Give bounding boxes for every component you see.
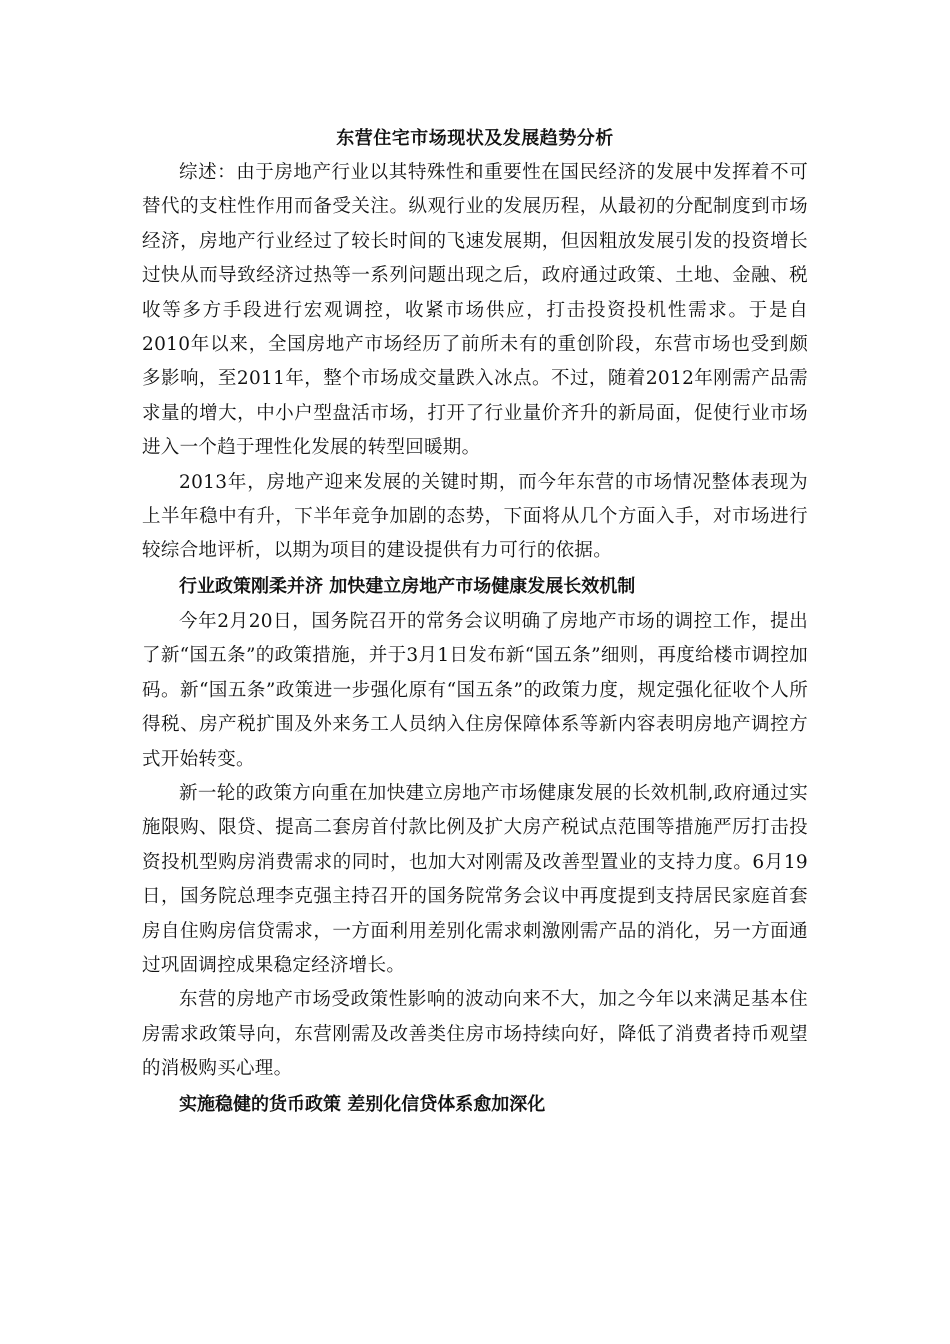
policy-paragraph-1: 今年2月20日，国务院召开的常务会议明确了房地产市场的调控工作，提出了新“国五条”的政策措施，并于3月1日发布新“国五条”细则，再度给楼市调控加码。新“国五条”政策进一步强化原有“国五条”的政策力度，规定强化征收个人所得税、房产税扩围及外来务工人员纳入住房保障体系等新内容表明房地产调控方式开始转变。: [142, 610, 808, 770]
intro-paragraph: 综述：由于房地产行业以其特殊性和重要性在国民经济的发展中发挥着不可替代的支柱性作用而备受关注。纵观行业的发展历程，从最初的分配制度到市场经济，房地产行业经过了较长时间的飞速发展期，但因粗放发展引发的投资增长过快从而导致经济过热等一系列问题出现之后，政府通过政策、土地、金融、税收等多方手段进行宏观调控，收紧市场供应，打击投资投机性需求。于是自2010年以来，全国房地产市场经历了前所未有的重创阶段，东营市场也受到颇多影响，至2011年，整个市场成交量跌入冰点。不过，随着2012年刚需产品需求量的增大，中小户型盘活市场，打开了行业量价齐升的新局面，促使行业市场进入一个趋于理性化发展的转型回暖期。: [142, 162, 808, 459]
section-heading-monetary: 实施稳健的货币政策 差别化信贷体系愈加深化: [179, 1093, 546, 1115]
document-body: [142, 122, 808, 1123]
policy-paragraph-3: 东营的房地产市场受政策性影响的波动向来不大，加之今年以来满足基本住房需求政策导向，东营刚需及改善类住房市场持续向好，降低了消费者持币观望的消极购买心理。: [142, 989, 808, 1080]
section-heading-policy: 行业政策刚柔并济 加快建立房地产市场健康发展长效机制: [179, 575, 636, 597]
overview-paragraph: 2013年，房地产迎来发展的关键时期，而今年东营的市场情况整体表现为上半年稳中有升，下半年竞争加剧的态势，下面将从几个方面入手，对市场进行较综合地评析，以期为项目的建设提供有力可行的依据。: [142, 471, 808, 562]
policy-paragraph-2: 新一轮的政策方向重在加快建立房地产市场健康发展的长效机制,政府通过实施限购、限贷、提高二套房首付款比例及扩大房产税试点范围等措施严厉打击投资投机型购房消费需求的同时，也加大对刚需及改善型置业的支持力度。6月19日，国务院总理李克强主持召开的国务院常务会议中再度提到支持居民家庭首套房自住购房信贷需求，一方面利用差别化需求刺激刚需产品的消化，另一方面通过巩固调控成果稳定经济增长。: [142, 782, 808, 976]
document-title: 东营住宅市场现状及发展趋势分析: [336, 128, 614, 149]
